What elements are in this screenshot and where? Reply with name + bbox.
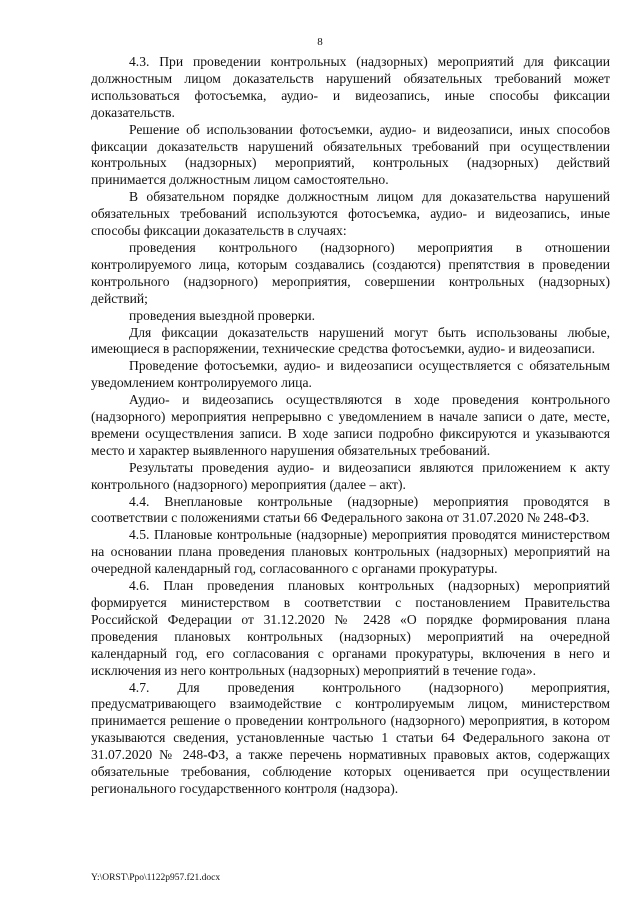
- paragraph-notification: Проведение фотосъемки, аудио- и видеозаписи осуществляется с обязательным уведомлением контролируемого лица.: [91, 358, 610, 391]
- document-body: [91, 54, 610, 798]
- paragraph-technical-means: Для фиксации доказательств нарушений могут быть использованы любые, имеющиеся в распоряжении, технические средства фотосъемки, аудио- и видеозаписи.: [91, 324, 610, 357]
- paragraph-4-3: 4.3. При проведении контрольных (надзорных) мероприятий для фиксации должностным лицом доказательств нарушений обязательных требований может использоваться фотосъемка, аудио- и видеозапись, иные способы фиксации доказательств.: [91, 54, 610, 120]
- paragraph-recording-process: Аудио- и видеозапись осуществляются в ходе проведения контрольного (надзорного) мероприятия непрерывно с уведомлением в начале записи о дате, месте, времени осуществления записи. В ходе записи подробно фиксируются и указываются место и характер выявленного нарушения обязательных требований.: [91, 392, 610, 458]
- file-path-footer: Y:\ORST\Ppo\1122p957.f21.docx: [91, 873, 221, 883]
- paragraph-4-7: 4.7. Для проведения контрольного (надзорного) мероприятия, предусматривающего взаимодействие с контролируемым лицом, министерством принимается решение о проведении контрольного (надзорного) мероприятия, в котором указываются сведения, установленные частью 1 статьи 64 Федерального закона от 31.07.2020 № 248-ФЗ, а также перечень нормативных правовых актов, содержащих обязательные требования, соблюдение которых оценивается при осуществлении регионального государственного контроля (надзора).: [91, 679, 610, 796]
- page-number: 8: [317, 36, 323, 48]
- paragraph-mandatory-fixation: В обязательном порядке должностным лицом для доказательства нарушений обязательных требований используются фотосъемка, аудио- и видеозапись, иные способы фиксации доказательств в случаях:: [91, 189, 610, 239]
- paragraph-case-obstruction: проведения контрольного (надзорного) мероприятия в отношении контролируемого лица, которым создавались (создаются) препятствия в проведении контрольного (надзорного) мероприятия, совершении контрольных (надзорных) действий;: [91, 239, 610, 306]
- paragraph-photo-decision: Решение об использовании фотосъемки, аудио- и видеозаписи, иных способов фиксации доказательств нарушений обязательных требований при осуществлении контрольных (надзорных) мероприятий, контрольных (надзорных) действий принимается должностным лицом самостоятельно.: [91, 121, 610, 188]
- paragraph-recording-results: Результаты проведения аудио- и видеозаписи являются приложением к акту контрольного (надзорного) мероприятия (далее – акт).: [91, 459, 610, 492]
- paragraph-4-5: 4.5. Плановые контрольные (надзорные) мероприятия проводятся министерством на основании плана проведения плановых контрольных (надзорных) мероприятий на очередной календарный год, согласованного с органами прокуратуры.: [91, 527, 610, 577]
- paragraph-case-onsite-check: проведения выездной проверки.: [129, 307, 316, 323]
- paragraph-4-4: 4.4. Внеплановые контрольные (надзорные) мероприятия проводятся в соответствии с положениями статьи 66 Федерального закона от 31.07.2020 № 248-ФЗ.: [91, 493, 610, 526]
- paragraph-4-6: 4.6. План проведения плановых контрольных (надзорных) мероприятий формируется министерством в соответствии с постановлением Правительства Российской Федерации от 31.12.2020 № 2428 «О порядке формирования плана проведения плановых контрольных (надзорных) мероприятий на очередной календарный год, его согласования с органами прокуратуры, включения в него и исключения из него контрольных (надзорных) мероприятий в течение года».: [91, 578, 610, 678]
